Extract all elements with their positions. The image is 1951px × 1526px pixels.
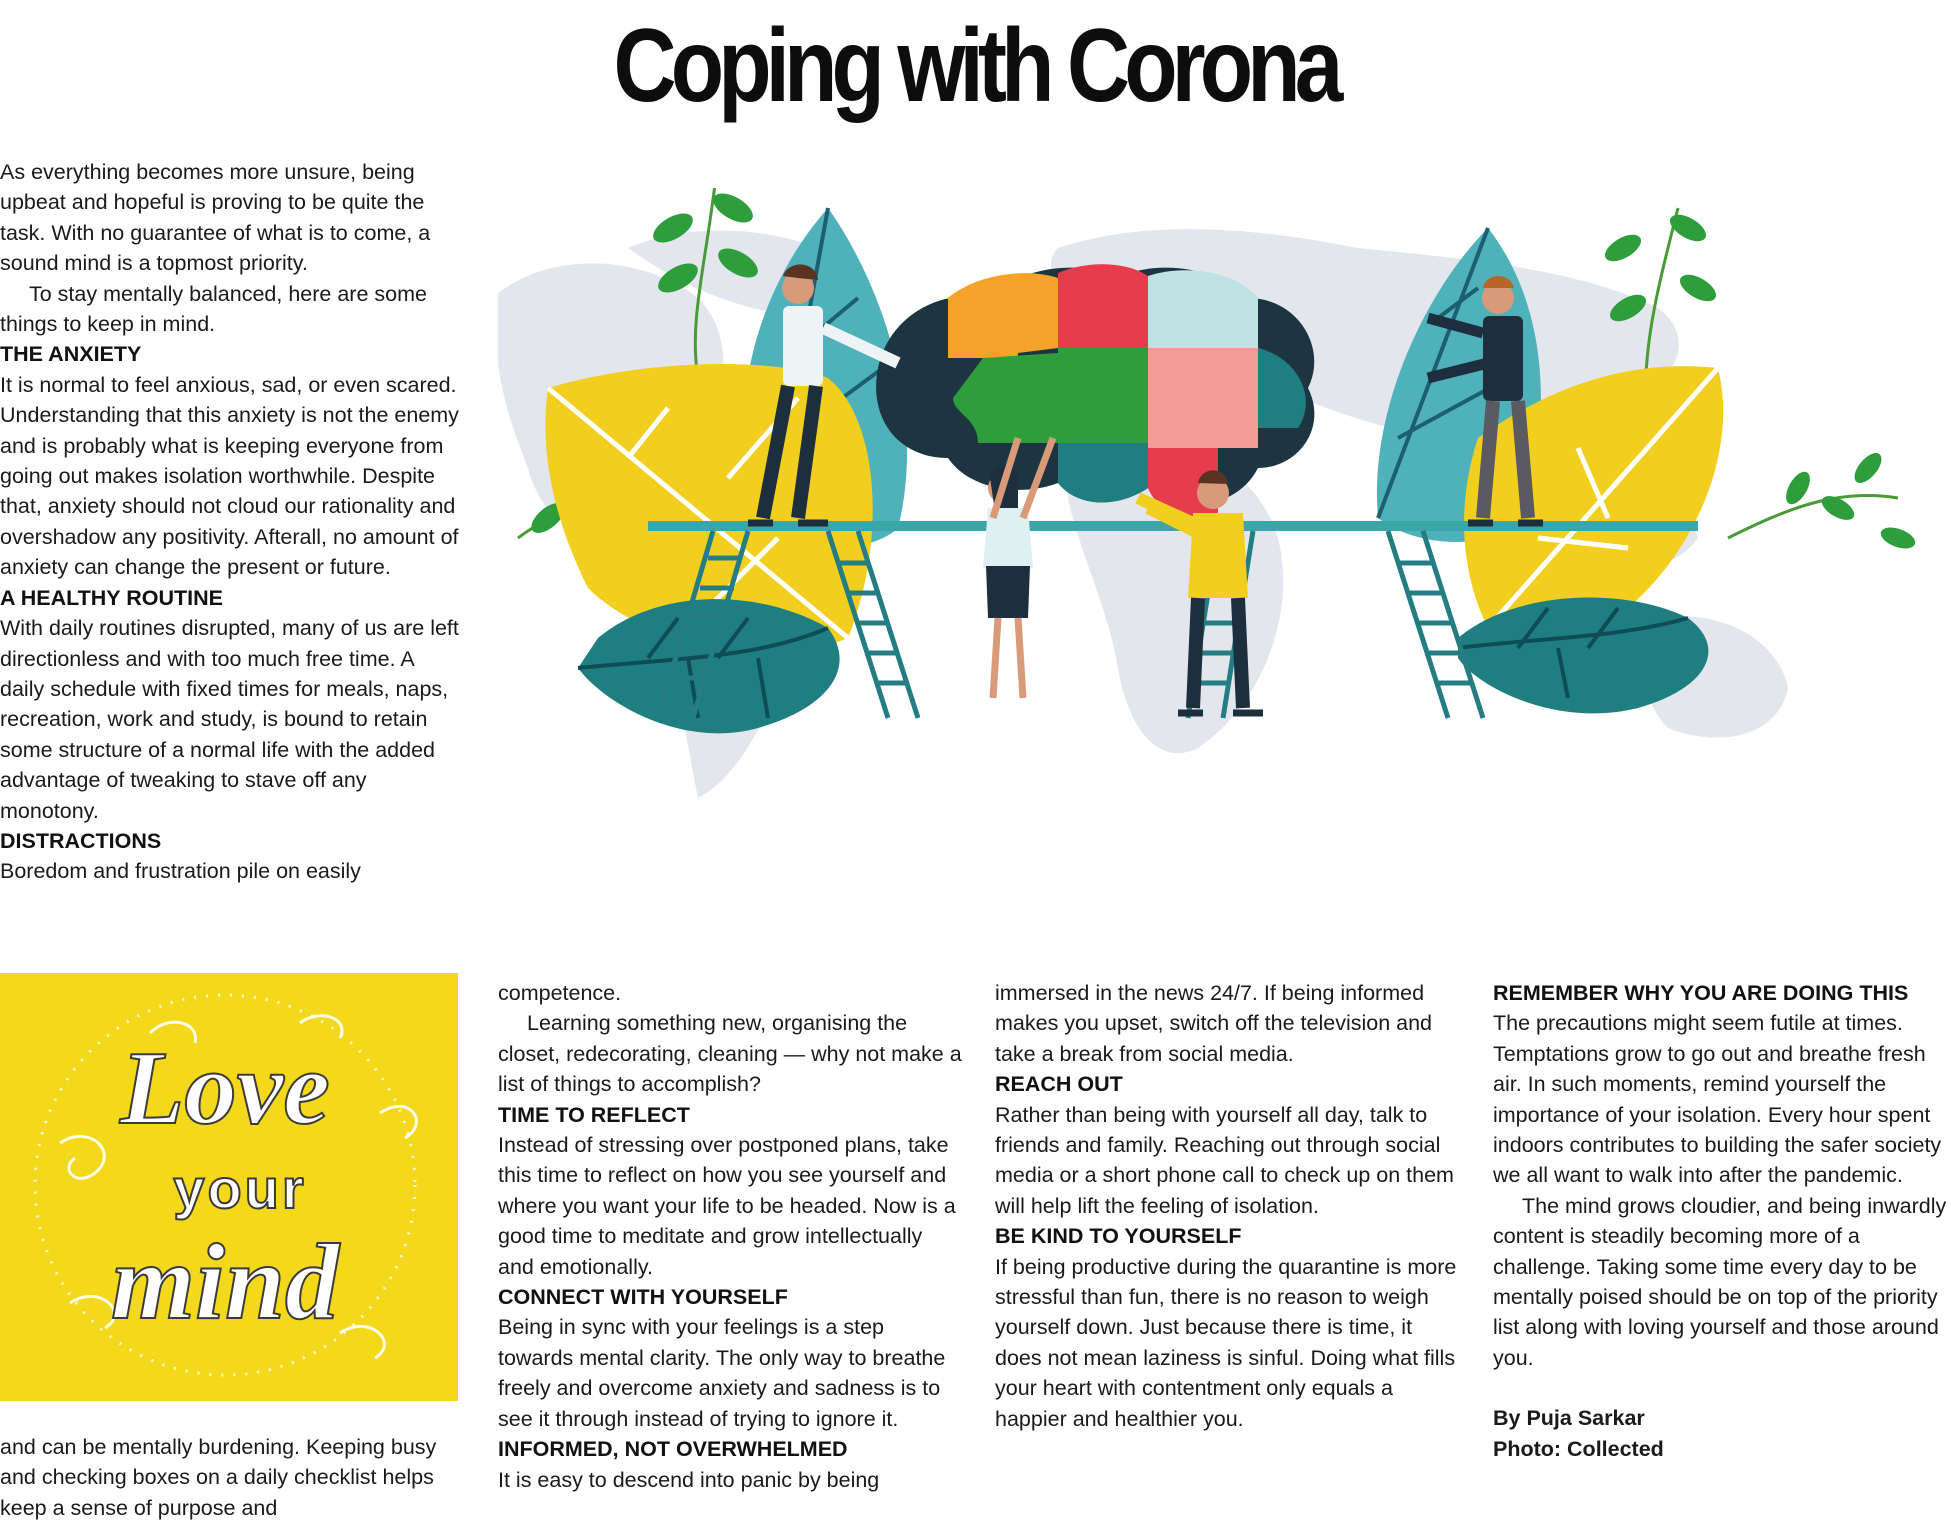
section-body-anxiety: It is normal to feel anxious, sad, or even scared. Understanding that this anxiety is not the enemy and is probably what is keeping everyone from going out makes isolation worthwhile. Despite that, anxiety should not cloud our rationality and overshadow any positivity. Afterall, no amount of anxiety can change the present or future.	[0, 372, 459, 580]
intro-paragraph: As everything becomes more unsure, being upbeat and hopeful is proving to be quite the task. With no guarantee of what is to come, a sound mind is a topmost priority.	[0, 160, 431, 276]
lettering-mind: mind	[110, 1223, 340, 1342]
section-heading-remember: REMEMBER WHY YOU ARE DOING THIS	[1493, 981, 1909, 1005]
column-3	[995, 978, 1461, 1434]
intro-column	[0, 157, 462, 887]
section-heading-kind: BE KIND TO YOURSELF	[995, 1224, 1242, 1249]
headline: Coping with Corona	[613, 8, 1338, 124]
section-body-connect: Being in sync with your feelings is a step towards mental clarity. The only way to breathe freely and overcome anxiety and sadness is to see it through instead of trying to ignore it.	[498, 1315, 946, 1431]
column-4	[1493, 978, 1951, 1464]
closing-paragraph: The mind grows cloudier, and being inwardly content is steadily becoming more of a challenge. Taking some time every day to be mentally poised should be on top of the priority list along with loving yourself and those around you.	[1493, 1193, 1947, 1370]
section-body-routine: With daily routines disrupted, many of us are left directionless and with too much free time. A daily schedule with fixed times for meals, naps, recreation, work and study, is bound to retain some structure of a normal life with the added advantage of tweaking to stave off any monotony.	[0, 616, 459, 823]
brain-puzzle	[876, 264, 1314, 519]
lettering-love: Love	[120, 1029, 330, 1146]
section-body-reach: Rather than being with yourself all day, talk to friends and family. Reaching out through social media or a short phone call to check up on them will help lift the feeling of isolation.	[995, 1102, 1454, 1218]
section-body-informed-end: immersed in the news 24/7. If being informed makes you upset, switch off the television and take a break from social media.	[995, 981, 1433, 1066]
column-2	[498, 978, 964, 1495]
distractions-paragraph-2: Learning something new, organising the closet, redecorating, cleaning — why not make a list of things to accomplish?	[498, 1011, 962, 1097]
section-body-distractions-end: competence.	[498, 981, 622, 1005]
credits	[1493, 1403, 1951, 1464]
section-body-informed-start: It is easy to descend into panic by being	[498, 1467, 880, 1492]
distractions-continued	[0, 1432, 462, 1523]
section-heading-reflect: TIME TO REFLECT	[498, 1102, 690, 1127]
photo-credit: Photo: Collected	[1493, 1436, 1664, 1461]
section-body-kind: If being productive during the quarantine is more stressful than fun, there is no reason to weigh yourself down. Just because there is time, it does not mean laziness is sinful. Doing what fills your heart with contentment only equals a happier and healthier you.	[995, 1254, 1457, 1431]
section-body-reflect: Instead of stressing over postponed plans, take this time to reflect on how you see yourself and where you want your life to be headed. Now is a good time to meditate and grow intellectually and emotionally.	[498, 1133, 956, 1279]
section-heading-distractions: DISTRACTIONS	[0, 828, 162, 853]
section-body-distractions-start: Boredom and frustration pile on easily	[0, 859, 361, 884]
right-small-branch	[1728, 448, 1918, 552]
section-heading-reach: REACH OUT	[995, 1072, 1123, 1097]
section-heading-anxiety: THE ANXIETY	[0, 342, 142, 367]
section-body-remember: The precautions might seem futile at times. Temptations grow to go out and breathe fresh air. In such moments, remind yourself the importance of your isolation. Every hour spent indoors contributes to building the safer society we all want to walk into after the pandemic.	[1493, 1011, 1942, 1188]
section-heading-connect: CONNECT WITH YOURSELF	[498, 1285, 788, 1310]
section-heading-routine: A HEALTHY ROUTINE	[0, 585, 223, 610]
intro-paragraph-2: To stay mentally balanced, here are some things to keep in mind.	[0, 281, 427, 337]
section-body-distractions-cont: and can be mentally burdening. Keeping busy and checking boxes on a daily checklist helps keep a sense of purpose and	[0, 1435, 437, 1520]
puzzle-brain-illustration	[498, 188, 1951, 936]
byline: By Puja Sarkar	[1493, 1406, 1645, 1431]
section-heading-informed: INFORMED, NOT OVERWHELMED	[498, 1437, 848, 1462]
love-your-mind-artwork	[0, 973, 458, 1401]
lettering-your: your	[173, 1157, 307, 1220]
